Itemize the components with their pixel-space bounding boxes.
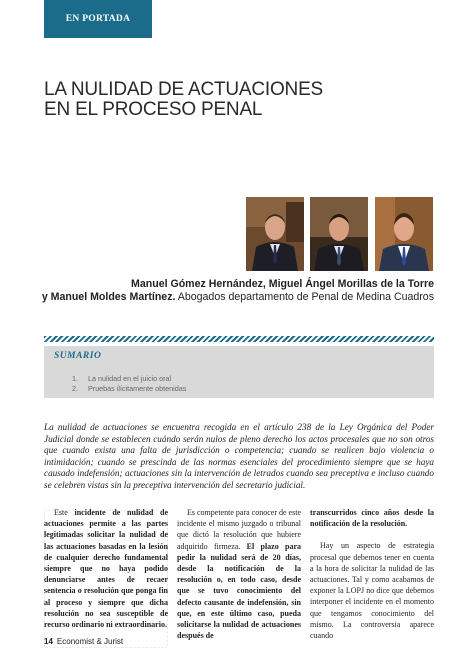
- authors-line2-role: Abogados departamento de Penal de Medina Cuadros: [177, 291, 434, 303]
- col1-bold-text: incidente de nulidad de actuaciones permite a las partes legitimadas solicitar la nulidad de las actuaciones basadas en la lesión de cualquier derecho fundamental siempre que no haya podido denunciarse antes de recaer sentencia o resolución que ponga fin al proceso y siempre que dicha resolución no sea susceptible de recurso ordinario ni extraordinario.: [44, 508, 168, 630]
- publication-name: Economist & Jurist: [56, 637, 124, 646]
- col3-bold-text: transcurridos cinco años desde la notificación de la resolución.: [310, 508, 434, 529]
- article-title-line2: EN EL PROCESO PENAL: [44, 99, 263, 120]
- article-abstract: La nulidad de actuaciones se encuentra recogida en el artículo 238 de la Ley Orgánica del Poder Judicial donde se establecen cuándo serán nulos de pleno derecho los actos procesales que no son otros que cuando exista una falta de jurisdicción o competencia; cuando se realicen bajo violencia o intimidación; cuando se prescinda de las normas esenciales del procedimiento siempre que se haya causado indefensión; actuaciones sin la intervención de letrados cuando sea preceptiva e incluso cuando se celebren vistas sin la preceptiva intervención del secretario judicial.: [44, 422, 434, 490]
- col3-paragraph: Hay un aspecto de estrategia procesal que debemos tener en cuenta a la hora de solicitar la nulidad de las actuaciones. Tal y como acabamos de exponer la LOPJ no dice que debemos interponer el incidente en el momento que tengamos conocimiento del mismo. La controversia aparece cuando: [310, 541, 434, 641]
- body-column-2: Es competente para conocer de este incidente el mismo juzgado o tribunal que dictó la resolución que hubiere adquirido firmeza. El plazo para pedir la nulidad será de 20 días, desde la notificación de la resolución o, en todo caso, desde que se tuvo conocimiento del defecto causante de indefensión, sin que, en este último caso, pueda solicitarse la nulidad de actuaciones después de: [177, 508, 301, 641]
- page-number: 14: [44, 637, 53, 646]
- page-footer: [44, 637, 123, 646]
- article-title: [44, 80, 323, 120]
- section-tag: EN PORTADA: [44, 0, 152, 38]
- sumario-box: [44, 346, 434, 398]
- authors-line1: Manuel Gómez Hernández, Miguel Ángel Morillas de la Torre: [131, 278, 434, 290]
- author-photo-3: [375, 197, 433, 271]
- authors-line2-name: y Manuel Moldes Martínez.: [41, 291, 176, 303]
- hatched-divider: [44, 336, 434, 342]
- sumario-title: SUMARIO: [54, 351, 102, 361]
- article-title-line1: LA NULIDAD DE ACTUACIONES: [44, 79, 324, 100]
- sumario-item: 1. La nulidad en el juicio oral: [72, 374, 172, 383]
- body-column-3: [310, 507, 434, 641]
- authors-byline: [40, 278, 434, 304]
- body-column-1: Este incidente de nulidad de actuaciones permite a las partes legitimadas solicitar la nulidad de las actuaciones basadas en la lesión de cualquier derecho fundamental siempre que no haya podido denunciarse antes de recaer sentencia o resolución que ponga fin al proceso y siempre que dicha resolución no sea susceptible de recurso ordinario ni extraordinario.: [44, 508, 168, 630]
- author-photo-1: [246, 197, 304, 271]
- sumario-list: [72, 374, 186, 393]
- author-photo-2: [310, 197, 368, 271]
- sumario-item: 2. Pruebas ilícitamente obtenidas: [72, 383, 187, 393]
- col2-bold-text: El plazo para pedir la nulidad será de 20 días, desde la notificación de la resolución o, en todo caso, desde que se tuvo conocimiento del defecto causante de indefensión, sin que, en este último caso, pueda solicitarse la nulidad de actuaciones después de: [177, 541, 301, 641]
